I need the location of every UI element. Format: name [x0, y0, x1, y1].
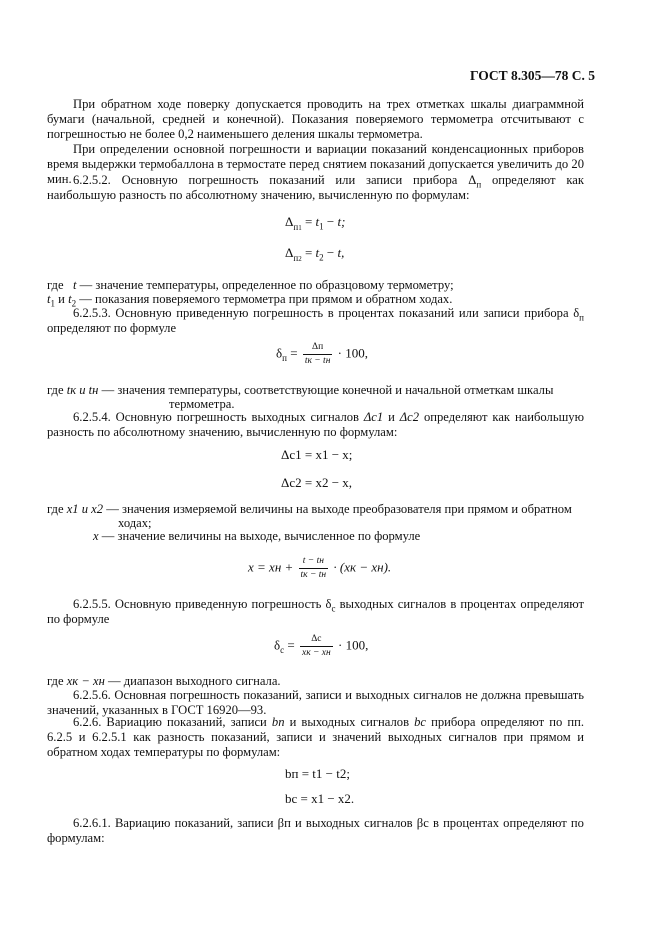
section-6-2-5-4: 6.2.5.4. Основную погрешность выходных сигналов Δc1 и Δc2 определяют как наибольшую разность по абсолютному значению, вычисленную по формулам:	[47, 410, 584, 439]
formula-b-c: bс = x1 − x2.	[285, 791, 355, 806]
formula-delta-c1: Δc1 = x1 − x;	[281, 447, 353, 462]
formula-x: x = xн + $\frac{t - tн}{tк - tн}$ · (xк − xн).	[248, 556, 392, 580]
section-6-2-5-5: 6.2.5.5. Основную приведенную погрешность $\delta_с$ выходных сигналов в процентах определяют по формуле	[47, 597, 584, 626]
section-6-2-6-1: 6.2.6.1. Вариацию показаний, записи βп и выходных сигналов βс в процентах определяют по формулам:	[47, 816, 584, 845]
formula-delta-p1: $\Delta_{п1} = t_1 - t$;	[285, 214, 346, 232]
fraction: $\frac{\Delta п}{tк - tн}$	[304, 342, 331, 366]
where-x: x — значение величины на выходе, вычисленное по формуле	[93, 529, 421, 543]
where-tk-tn: где tк и tн — значения температуры, соответствующие конечной и начальной отметкам шкалы	[47, 383, 554, 397]
section-6-2-5-3: 6.2.5.3. Основную приведенную погрешность в процентах показаний или записи прибора $\delta_п$ определяют по формуле	[47, 306, 584, 335]
fraction: $\frac{\Delta с}{xк - xн}$	[301, 634, 331, 658]
formula-delta-reduced-p: $\delta_п$ = $\frac{\Delta п}{tк - tн}$ · 100,	[276, 342, 369, 366]
section-6-2-6: 6.2.6. Вариацию показаний, записи bп и выходных сигналов bс прибора определяют по пп. 6.2.5 и 6.2.5.1 как разность показаний, записи и значений выходных сигналов при прямом и обратном ходах температуры по формулам:	[47, 715, 584, 759]
where-t: где t — значение температуры, определенное по образцовому термометру;	[47, 278, 454, 292]
section-6-2-5-2: 6.2.5.2. Основную погрешность показаний или записи прибора $\Delta_п$ определяют как наибольшую разность по абсолютному значению, вычисленную по формулам:	[47, 173, 584, 202]
where-tk-tn-cont: термометра.	[169, 397, 235, 411]
paragraph-reverse-run: При обратном ходе поверку допускается проводить на трех отметках шкалы диаграммной бумаги (начальной, средней и конечной). Показания поверяемого термометра отсчитывают с погрешностью не более 0,2 наименьшего деления шкалы термометра.	[47, 97, 584, 141]
where-range: где xк − xн — диапазон выходного сигнала.	[47, 674, 281, 688]
where-x1-x2-cont: ходах;	[118, 516, 152, 530]
where-t1-t2: $t_1$ и $t_2$ — показания поверяемого термометра при прямом и обратном ходах.	[47, 292, 453, 309]
formula-delta-p2: $\Delta_{п2} = t_2 - t$,	[285, 245, 345, 263]
section-6-2-5-6: 6.2.5.6. Основная погрешность показаний, записи и выходных сигналов не должна превышать значений, указанных в ГОСТ 16920—93.	[47, 688, 584, 717]
formula-delta-c2: Δc2 = x2 − x,	[281, 475, 353, 490]
page-header: ГОСТ 8.305—78 С. 5	[470, 68, 596, 83]
formula-b-p: bп = t1 − t2;	[285, 766, 350, 781]
fraction: $\frac{t - tн}{tк - tн}$	[300, 556, 327, 580]
paragraph-condensation-devices: При определении основной погрешности и вариации показаний конденсационных приборов время выдержки термобаллона в термостате перед снятием показаний допускается увеличить до 20 мин.	[47, 142, 584, 186]
formula-delta-reduced-c: $\delta_с$ = $\frac{\Delta с}{xк - xн}$ · 100,	[274, 634, 369, 658]
where-x1-x2: где x1 и x2 — значения измеряемой величины на выходе преобразователя при прямом и обратном	[47, 502, 572, 516]
